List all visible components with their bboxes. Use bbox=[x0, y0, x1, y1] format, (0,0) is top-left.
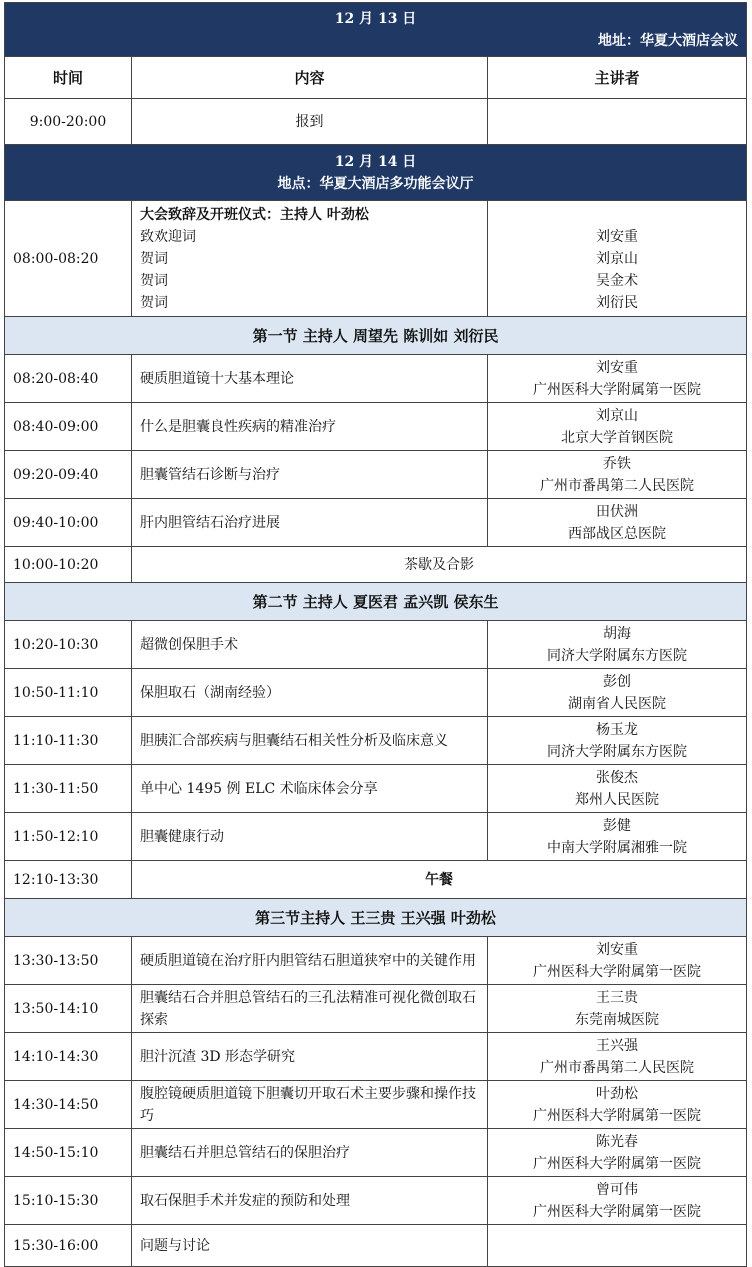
speaker-org: 郑州人民医院 bbox=[575, 791, 660, 808]
speaker-name: 刘安重 bbox=[596, 941, 639, 958]
speaker-name: 乔铁 bbox=[603, 455, 632, 472]
speaker-name: 彭健 bbox=[603, 817, 632, 834]
lunch-row bbox=[5, 861, 747, 899]
table-row bbox=[5, 669, 747, 717]
content-cell: 胆囊结石并胆总管结石的保胆治疗 bbox=[132, 1129, 488, 1177]
speaker-org: 同济大学附属东方医院 bbox=[547, 647, 688, 664]
content-cell: 胆囊健康行动 bbox=[132, 813, 488, 861]
lunch-content: 午餐 bbox=[132, 861, 747, 899]
table-row bbox=[5, 1129, 747, 1177]
opening-speaker: 吴金术 bbox=[596, 272, 639, 289]
speaker-name: 张俊杰 bbox=[596, 769, 639, 786]
table-row bbox=[5, 355, 747, 403]
content-cell: 保胆取石（湖南经验） bbox=[132, 669, 488, 717]
header-speaker: 主讲者 bbox=[488, 57, 747, 99]
speaker-cell bbox=[488, 99, 747, 145]
time-cell: 10:20-10:30 bbox=[5, 621, 132, 669]
time-cell: 09:40-10:00 bbox=[5, 499, 132, 547]
table-row bbox=[5, 621, 747, 669]
speaker-name: 叶劲松 bbox=[596, 1085, 639, 1102]
section2-title: 第二节 主持人 夏医君 孟兴凯 侯东生 bbox=[5, 583, 747, 621]
content-cell: 超微创保胆手术 bbox=[132, 621, 488, 669]
time-cell: 09:20-09:40 bbox=[5, 451, 132, 499]
table-row bbox=[5, 937, 747, 985]
time-cell: 11:10-11:30 bbox=[5, 717, 132, 765]
speaker-org: 广州医科大学附属第一医院 bbox=[533, 381, 702, 398]
schedule-table bbox=[4, 2, 747, 1267]
table-row bbox=[5, 1033, 747, 1081]
content-cell: 单中心 1495 例 ELC 术临床体会分享 bbox=[132, 765, 488, 813]
time-cell: 15:10-15:30 bbox=[5, 1177, 132, 1225]
content-cell: 胆汁沉渣 3D 形态学研究 bbox=[132, 1033, 488, 1081]
break-row bbox=[5, 547, 747, 583]
speaker-name: 刘安重 bbox=[596, 359, 639, 376]
day2-date: 12 月 14 日 bbox=[334, 153, 417, 170]
day1-header bbox=[5, 3, 747, 57]
time-cell: 08:40-09:00 bbox=[5, 403, 132, 451]
speaker-org: 湖南省人民医院 bbox=[568, 695, 667, 712]
day1-date: 12 月 13 日 bbox=[334, 10, 417, 27]
speaker-org: 同济大学附属东方医院 bbox=[547, 743, 688, 760]
speaker-name: 杨玉龙 bbox=[596, 721, 639, 738]
time-cell: 08:20-08:40 bbox=[5, 355, 132, 403]
speaker-org: 北京大学首钢医院 bbox=[561, 429, 674, 446]
time-cell: 15:30-16:00 bbox=[5, 1225, 132, 1267]
opening-item: 贺词 bbox=[140, 294, 168, 311]
opening-item: 贺词 bbox=[140, 250, 168, 267]
opening-speaker: 刘京山 bbox=[596, 250, 639, 267]
content-cell: 什么是胆囊良性疾病的精准治疗 bbox=[132, 403, 488, 451]
speaker-org: 西部战区总医院 bbox=[568, 525, 667, 542]
time-cell: 14:30-14:50 bbox=[5, 1081, 132, 1129]
speaker-org: 广州医科大学附属第一医院 bbox=[533, 1155, 702, 1172]
content-cell: 肝内胆管结石治疗进展 bbox=[132, 499, 488, 547]
time-cell: 08:00-08:20 bbox=[5, 201, 132, 317]
time-cell: 12:10-13:30 bbox=[5, 861, 132, 899]
table-row bbox=[5, 451, 747, 499]
speaker-org: 广州市番禺第二人民医院 bbox=[540, 477, 695, 494]
speaker-org: 广州市番禺第二人民医院 bbox=[540, 1059, 695, 1076]
speaker-name: 刘京山 bbox=[596, 407, 639, 424]
time-cell: 9:00-20:00 bbox=[5, 99, 132, 145]
speaker-name: 曾可伟 bbox=[596, 1181, 639, 1198]
content-cell: 硬质胆道镜在治疗肝内胆管结石胆道狭窄中的关键作用 bbox=[132, 937, 488, 985]
table-row bbox=[5, 813, 747, 861]
time-cell: 13:50-14:10 bbox=[5, 985, 132, 1033]
column-header-row bbox=[5, 57, 747, 99]
speaker-org: 东莞南城医院 bbox=[575, 1011, 660, 1028]
speaker-org: 广州医科大学附属第一医院 bbox=[533, 1203, 702, 1220]
opening-row bbox=[5, 201, 747, 317]
time-cell: 13:30-13:50 bbox=[5, 937, 132, 985]
section3-header bbox=[5, 899, 747, 937]
opening-title: 大会致辞及开班仪式：主持人 叶劲松 bbox=[140, 206, 369, 223]
content-cell: 报到 bbox=[132, 99, 488, 145]
table-row bbox=[5, 1081, 747, 1129]
day1-location: 地址：华夏大酒店会议 bbox=[598, 32, 739, 49]
speaker-name: 王兴强 bbox=[596, 1037, 639, 1054]
table-row bbox=[5, 1225, 747, 1267]
section3-title: 第三节主持人 王三贵 王兴强 叶劲松 bbox=[5, 899, 747, 937]
break-content: 茶歇及合影 bbox=[132, 547, 747, 583]
day2-header bbox=[5, 145, 747, 201]
time-cell: 14:10-14:30 bbox=[5, 1033, 132, 1081]
speaker-org: 中南大学附属湘雅一院 bbox=[547, 839, 688, 856]
table-row bbox=[5, 1177, 747, 1225]
opening-speaker: 刘安重 bbox=[596, 228, 639, 245]
speaker-name: 彭创 bbox=[603, 673, 632, 690]
content-cell: 胆囊结石合并胆总管结石的三孔法精准可视化微创取石探索 bbox=[132, 985, 488, 1033]
opening-item: 贺词 bbox=[140, 272, 168, 289]
table-row bbox=[5, 499, 747, 547]
section1-header bbox=[5, 317, 747, 355]
speaker-name: 王三贵 bbox=[596, 989, 639, 1006]
header-time: 时间 bbox=[5, 57, 132, 99]
opening-item: 致欢迎词 bbox=[140, 228, 196, 245]
speaker-org: 广州医科大学附属第一医院 bbox=[533, 1107, 702, 1124]
table-row bbox=[5, 403, 747, 451]
speaker-name: 田伏洲 bbox=[596, 503, 639, 520]
content-cell: 硬质胆道镜十大基本理论 bbox=[132, 355, 488, 403]
opening-speaker: 刘衍民 bbox=[596, 294, 639, 311]
time-cell: 10:00-10:20 bbox=[5, 547, 132, 583]
header-content: 内容 bbox=[132, 57, 488, 99]
speaker-name: 陈光春 bbox=[596, 1133, 639, 1150]
section2-header bbox=[5, 583, 747, 621]
speaker-org: 广州医科大学附属第一医院 bbox=[533, 963, 702, 980]
content-cell: 胆胰汇合部疾病与胆囊结石相关性分析及临床意义 bbox=[132, 717, 488, 765]
content-cell: 胆囊管结石诊断与治疗 bbox=[132, 451, 488, 499]
table-row bbox=[5, 99, 747, 145]
speaker-name: 胡海 bbox=[603, 625, 632, 642]
day2-location: 地点：华夏大酒店多功能会议厅 bbox=[277, 175, 474, 192]
time-cell: 14:50-15:10 bbox=[5, 1129, 132, 1177]
section1-title: 第一节 主持人 周望先 陈训如 刘衍民 bbox=[5, 317, 747, 355]
time-cell: 11:50-12:10 bbox=[5, 813, 132, 861]
table-row bbox=[5, 717, 747, 765]
time-cell: 11:30-11:50 bbox=[5, 765, 132, 813]
content-cell: 腹腔镜硬质胆道镜下胆囊切开取石术主要步骤和操作技巧 bbox=[132, 1081, 488, 1129]
speaker-cell bbox=[488, 1225, 747, 1267]
table-row bbox=[5, 985, 747, 1033]
table-row bbox=[5, 765, 747, 813]
content-cell: 取石保胆手术并发症的预防和处理 bbox=[132, 1177, 488, 1225]
content-cell: 问题与讨论 bbox=[132, 1225, 488, 1267]
time-cell: 10:50-11:10 bbox=[5, 669, 132, 717]
